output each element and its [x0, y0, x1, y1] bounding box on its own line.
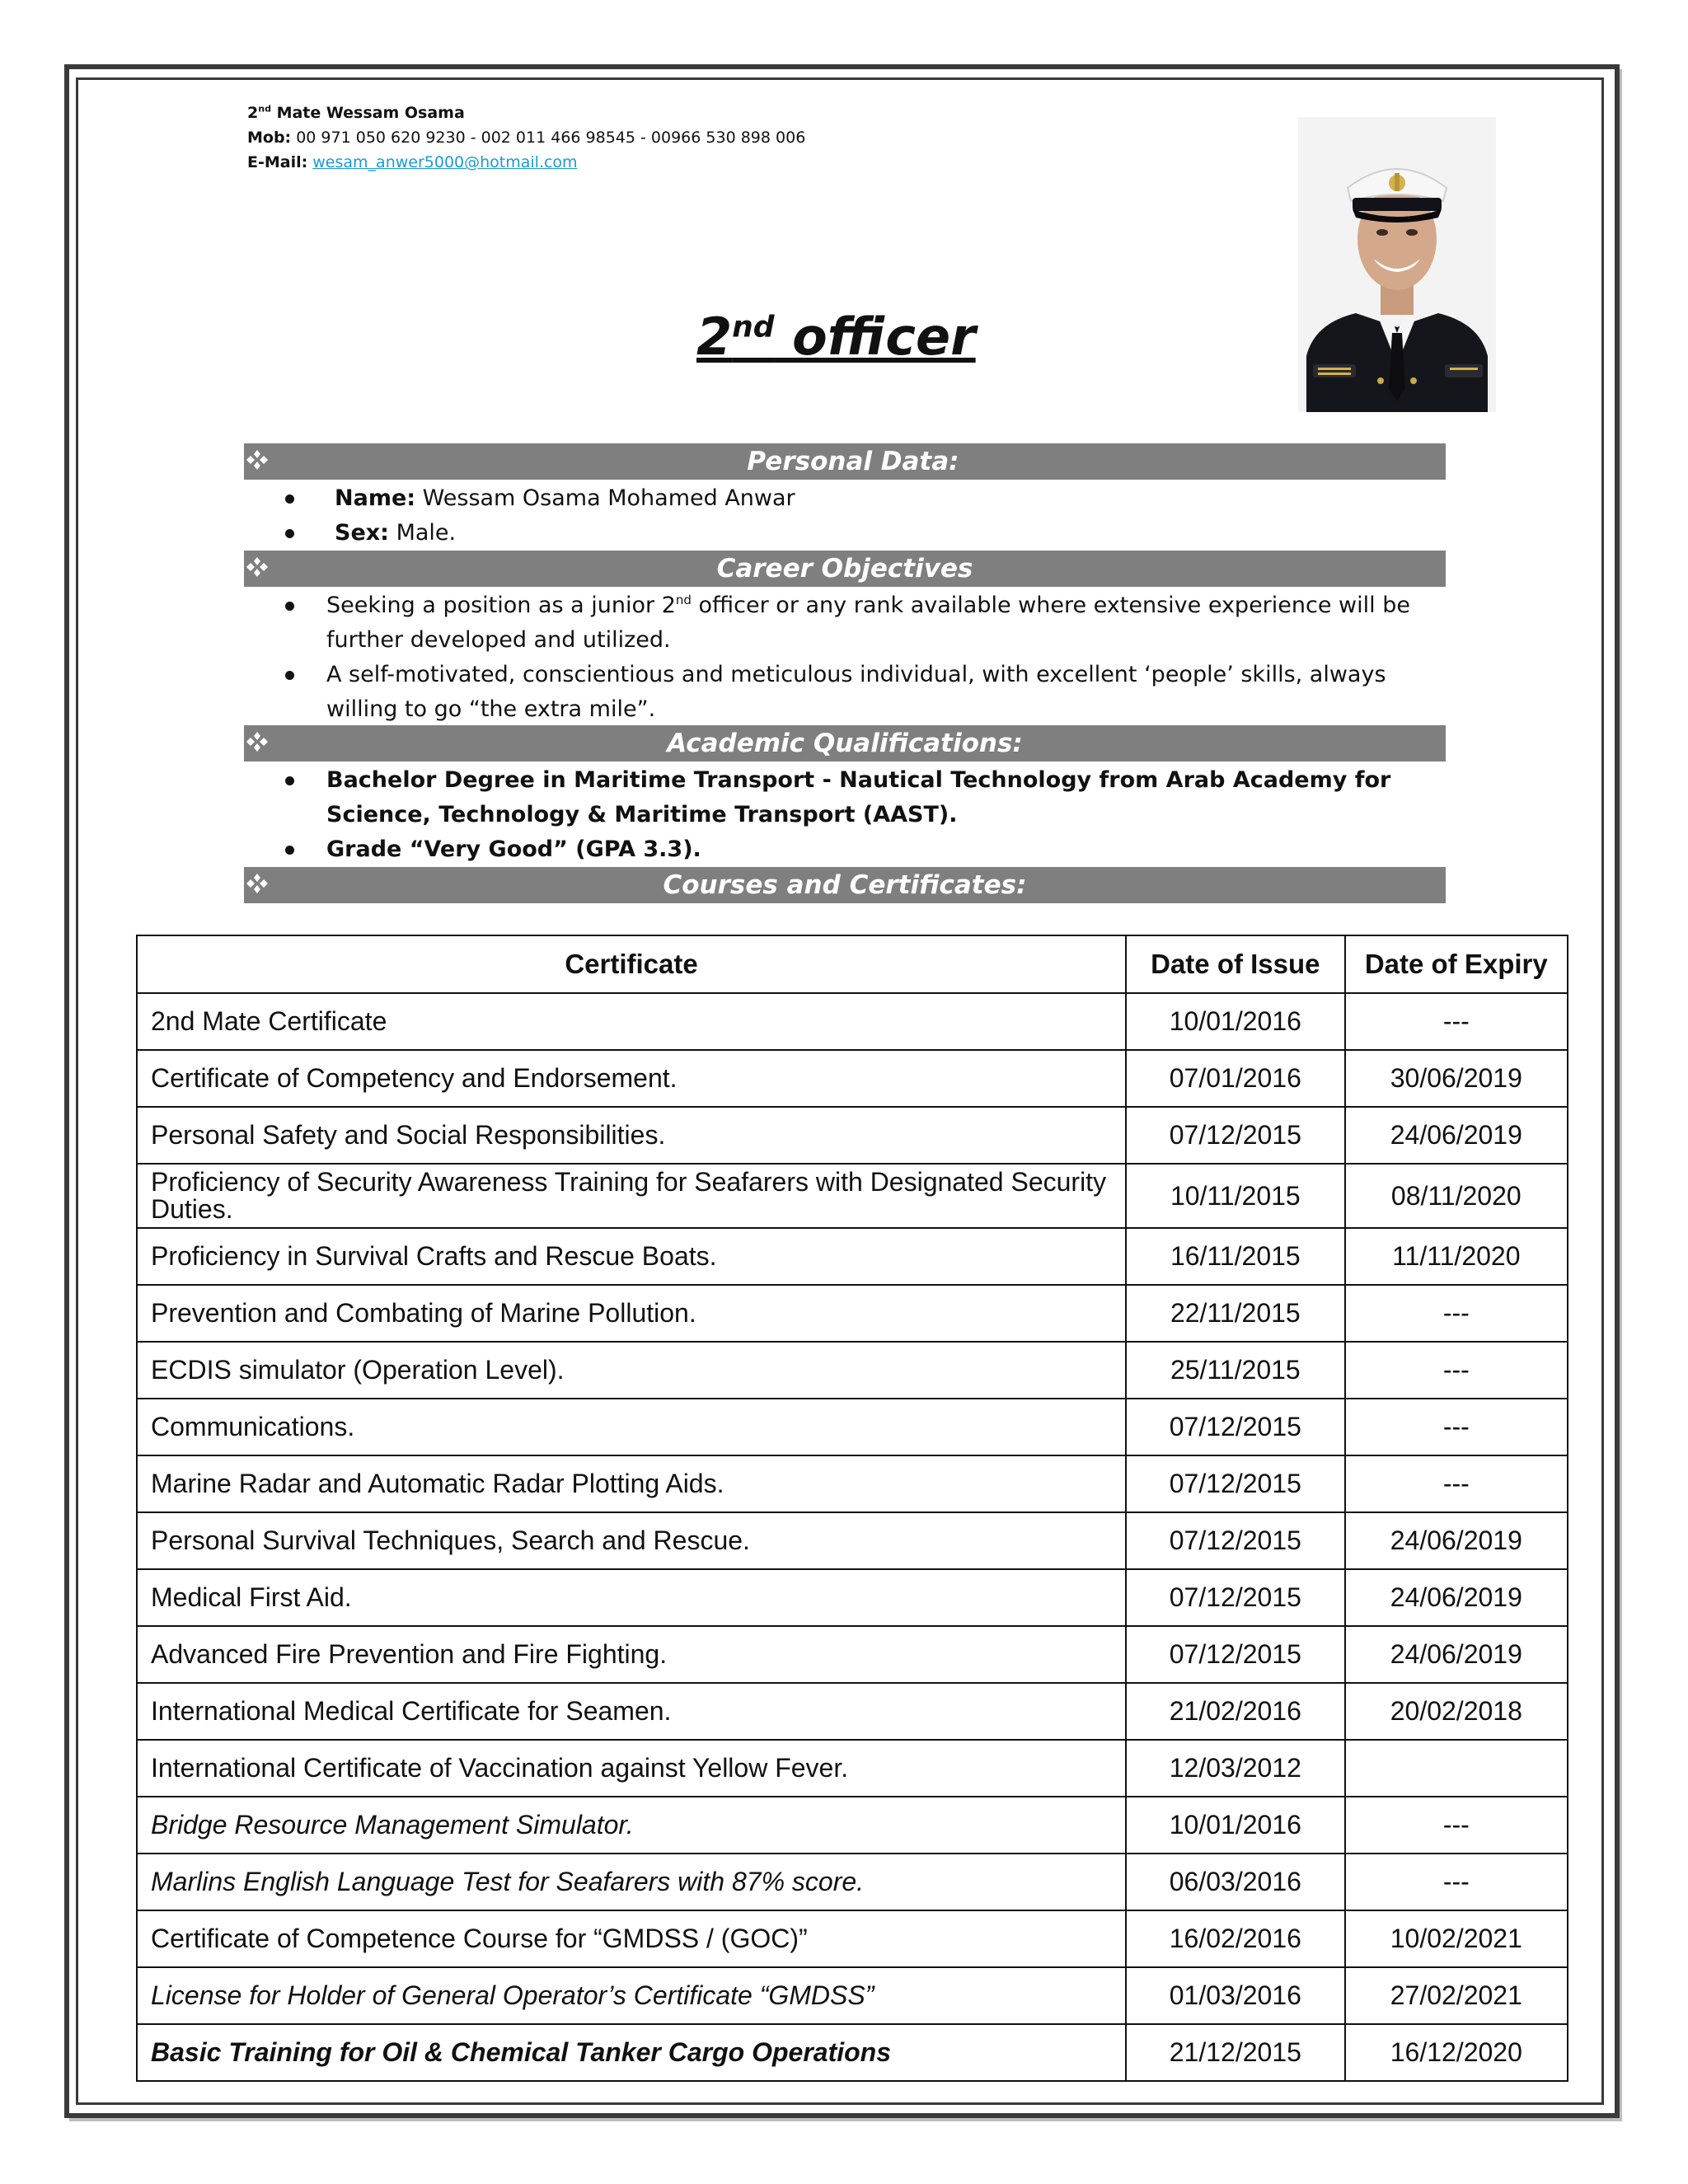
table-row — [137, 1107, 1568, 1164]
expiry-date: --- — [1345, 1797, 1568, 1854]
title-text: officer — [774, 307, 976, 367]
title-number: 2 — [696, 307, 733, 367]
certificate-name: Personal Survival Techniques, Search and Rescue. — [137, 1512, 1126, 1569]
contact-block — [247, 97, 805, 175]
issue-date: 06/03/2016 — [1126, 1854, 1345, 1910]
academic-item-2-text: Grade “Very Good” (GPA 3.3). — [326, 837, 701, 862]
issue-date: 07/12/2015 — [1126, 1107, 1345, 1164]
expiry-date: 27/02/2021 — [1345, 1967, 1568, 2024]
officer-portrait-image — [1298, 117, 1496, 412]
table-row — [137, 1797, 1568, 1854]
expiry-date: 20/02/2018 — [1345, 1683, 1568, 1740]
expiry-date: --- — [1345, 1342, 1568, 1399]
issue-date: 16/02/2016 — [1126, 1910, 1345, 1967]
profile-photo — [1298, 117, 1496, 412]
expiry-date: --- — [1345, 993, 1568, 1050]
certificate-name: 2nd Mate Certificate — [137, 993, 1126, 1050]
contact-name — [247, 97, 805, 125]
expiry-date: 10/02/2021 — [1345, 1910, 1568, 1967]
academic-item-1-text: Bachelor Degree in Maritime Transport - Nautical Technology from Arab Academy for Science, Technology & Maritime Transport (AAST). — [326, 767, 1391, 827]
certificate-name: Marlins English Language Test for Seafarers with 87% score. — [137, 1854, 1126, 1910]
expiry-date: 16/12/2020 — [1345, 2024, 1568, 2081]
table-row — [137, 2024, 1568, 2081]
name-value: Wessam Osama Mohamed Anwar — [415, 485, 795, 511]
email-link[interactable]: wesam_anwer5000@hotmail.com — [312, 153, 578, 172]
table-row — [137, 1050, 1568, 1107]
expiry-date: --- — [1345, 1285, 1568, 1342]
section-title-personal: Personal Data: — [747, 447, 959, 476]
list-item — [244, 588, 1446, 658]
career-objectives-list — [244, 588, 1446, 727]
certificate-name: Certificate of Competency and Endorsement. — [137, 1050, 1126, 1107]
certificate-name: Basic Training for Oil & Chemical Tanker Cargo Operations — [137, 2024, 1126, 2081]
certificate-name: Advanced Fire Prevention and Fire Fighting. — [137, 1626, 1126, 1683]
section-bar-career — [244, 551, 1446, 587]
name-label: Name: — [335, 485, 416, 511]
expiry-date: 30/06/2019 — [1345, 1050, 1568, 1107]
expiry-date: 24/06/2019 — [1345, 1512, 1568, 1569]
career-item-1-rest: officer or any rank available where extensive experience will be further developed and utilized. — [326, 593, 1410, 653]
expiry-date: --- — [1345, 1455, 1568, 1512]
column-header-date-of-issue: Date of Issue — [1126, 935, 1345, 993]
academic-qualifications-list — [244, 763, 1446, 867]
certificate-name: Medical First Aid. — [137, 1569, 1126, 1626]
page-title — [696, 307, 976, 367]
column-header-date-of-expiry: Date of Expiry — [1345, 935, 1568, 993]
certificate-name: International Certificate of Vaccination against Yellow Fever. — [137, 1740, 1126, 1797]
email-label: E-Mail: — [247, 153, 308, 172]
certificate-name: Marine Radar and Automatic Radar Plotting Aids. — [137, 1455, 1126, 1512]
career-item-1-text: Seeking a position as a junior 2 — [326, 593, 676, 618]
table-row — [137, 1854, 1568, 1910]
table-row — [137, 1626, 1568, 1683]
table-row — [137, 1228, 1568, 1285]
table-row — [137, 1910, 1568, 1967]
issue-date: 07/12/2015 — [1126, 1626, 1345, 1683]
table-row — [137, 1569, 1568, 1626]
list-item — [244, 481, 1446, 516]
issue-date: 07/01/2016 — [1126, 1050, 1345, 1107]
rank-number: 2 — [247, 104, 259, 123]
table-row — [137, 1967, 1568, 2024]
section-bar-academic — [244, 725, 1446, 762]
expiry-date: --- — [1345, 1399, 1568, 1455]
mobile-value: 00 971 050 620 9230 - 002 011 466 98545 - 00966 530 898 006 — [291, 129, 806, 148]
issue-date: 10/11/2015 — [1126, 1164, 1345, 1228]
certificate-name: International Medical Certificate for Seamen. — [137, 1683, 1126, 1740]
list-item — [244, 516, 1446, 551]
issue-date: 22/11/2015 — [1126, 1285, 1345, 1342]
section-bar-courses — [244, 867, 1446, 903]
issue-date: 25/11/2015 — [1126, 1342, 1345, 1399]
rank-suffix: nd — [258, 104, 271, 115]
issue-date: 07/12/2015 — [1126, 1512, 1345, 1569]
expiry-date: 24/06/2019 — [1345, 1569, 1568, 1626]
certificate-name: Communications. — [137, 1399, 1126, 1455]
sex-value: Male. — [388, 520, 457, 546]
expiry-date: 24/06/2019 — [1345, 1626, 1568, 1683]
certificates-table — [136, 935, 1568, 2082]
expiry-date — [1345, 1740, 1568, 1797]
issue-date: 10/01/2016 — [1126, 1797, 1345, 1854]
table-row — [137, 1164, 1568, 1228]
expiry-date: --- — [1345, 1854, 1568, 1910]
contact-mobile — [247, 125, 805, 150]
table-row — [137, 1285, 1568, 1342]
table-row — [137, 1455, 1568, 1512]
issue-date: 07/12/2015 — [1126, 1455, 1345, 1512]
table-row — [137, 1399, 1568, 1455]
certificate-name: Prevention and Combating of Marine Pollution. — [137, 1285, 1126, 1342]
table-row — [137, 1342, 1568, 1399]
section-title-career: Career Objectives — [716, 554, 973, 583]
issue-date: 10/01/2016 — [1126, 993, 1345, 1050]
career-item-2-text: A self-motivated, conscientious and meticulous individual, with excellent ‘people’ skills, always willing to go “the extra mile”. — [326, 662, 1386, 722]
section-title-academic: Academic Qualifications: — [667, 729, 1023, 758]
section-bar-personal — [244, 443, 1446, 480]
issue-date: 16/11/2015 — [1126, 1228, 1345, 1285]
table-header-row — [137, 935, 1568, 993]
personal-data-list — [244, 481, 1446, 551]
column-header-certificate: Certificate — [137, 935, 1126, 993]
certificate-name: Proficiency in Survival Crafts and Rescue Boats. — [137, 1228, 1126, 1285]
table-row — [137, 1512, 1568, 1569]
title-suffix: nd — [732, 310, 775, 344]
expiry-date: 08/11/2020 — [1345, 1164, 1568, 1228]
expiry-date: 24/06/2019 — [1345, 1107, 1568, 1164]
expiry-date: 11/11/2020 — [1345, 1228, 1568, 1285]
certificate-name: Certificate of Competence Course for “GMDSS / (GOC)” — [137, 1910, 1126, 1967]
section-title-courses: Courses and Certificates: — [663, 870, 1027, 900]
table-row — [137, 993, 1568, 1050]
issue-date: 07/12/2015 — [1126, 1569, 1345, 1626]
issue-date: 07/12/2015 — [1126, 1399, 1345, 1455]
contact-email — [247, 150, 805, 175]
certificate-name: Personal Safety and Social Responsibilities. — [137, 1107, 1126, 1164]
sex-label: Sex: — [335, 520, 389, 546]
issue-date: 21/02/2016 — [1126, 1683, 1345, 1740]
list-item — [244, 658, 1446, 727]
mobile-label: Mob: — [247, 129, 292, 148]
table-row — [137, 1740, 1568, 1797]
certificate-name: Bridge Resource Management Simulator. — [137, 1797, 1126, 1854]
list-item — [244, 763, 1446, 832]
certificate-name: ECDIS simulator (Operation Level). — [137, 1342, 1126, 1399]
issue-date: 21/12/2015 — [1126, 2024, 1345, 2081]
certificate-name: Proficiency of Security Awareness Training for Seafarers with Designated Security Duties. — [137, 1164, 1126, 1228]
list-item — [244, 832, 1446, 867]
career-item-1-suffix: nd — [675, 593, 692, 607]
issue-date: 12/03/2012 — [1126, 1740, 1345, 1797]
certificate-name: License for Holder of General Operator’s Certificate “GMDSS” — [137, 1967, 1126, 2024]
issue-date: 01/03/2016 — [1126, 1967, 1345, 2024]
contact-name-text: Mate Wessam Osama — [270, 104, 465, 123]
table-row — [137, 1683, 1568, 1740]
